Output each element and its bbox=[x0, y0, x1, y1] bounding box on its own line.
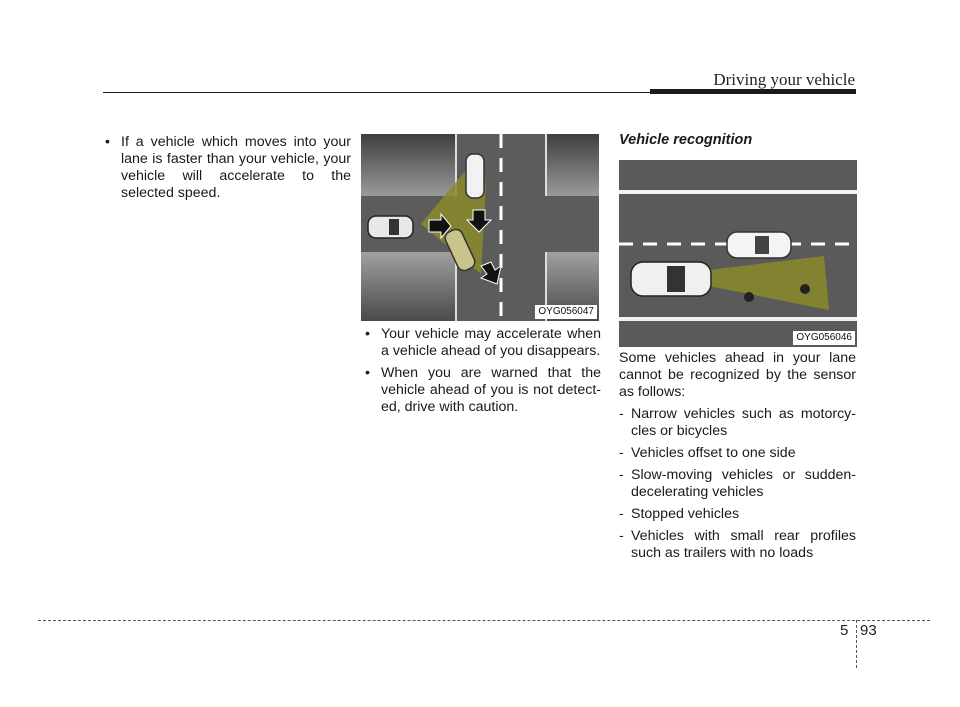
car-ahead bbox=[466, 154, 484, 198]
header-rule bbox=[103, 92, 650, 93]
list-item-text: Narrow vehicles such as motorcy-cles or bicycles bbox=[631, 406, 856, 439]
figure-code: OYG056046 bbox=[793, 331, 855, 345]
motorcycle-icon bbox=[800, 284, 810, 294]
list-item: - Slow-moving vehicles or sudden-decelerating vehicles bbox=[619, 467, 856, 500]
header-bar bbox=[650, 89, 856, 94]
footer-divider bbox=[856, 620, 857, 668]
motorcycle-icon bbox=[744, 292, 754, 302]
section-heading: Vehicle recognition bbox=[619, 132, 753, 148]
figure-cut-in bbox=[361, 134, 599, 321]
list-item: - Vehicles with small rear profiles such as trailers with no loads bbox=[619, 528, 856, 561]
bullet-item bbox=[361, 365, 601, 416]
figure-code: OYG056047 bbox=[535, 305, 597, 319]
list-item: - Vehicles offset to one side bbox=[619, 445, 796, 461]
column-3-text bbox=[619, 350, 856, 567]
running-header-title: Driving your vehicle bbox=[713, 70, 855, 89]
chapter-number: 5 bbox=[840, 622, 849, 639]
list-item-text: Slow-moving vehicles or sudden-decelerating vehicles bbox=[631, 467, 856, 500]
page-number: 93 bbox=[860, 622, 877, 639]
figure-vehicle-recognition bbox=[619, 160, 857, 347]
bullet-item bbox=[101, 134, 351, 202]
bullet-text: If a vehicle which moves into your lane is faster than your vehicle, your vehicle will accelerate to the selected speed. bbox=[121, 134, 351, 201]
list-item-text: Vehicles offset to one side bbox=[631, 445, 796, 461]
bullet-text: When you are warned that the vehicle ahead of you is not detect-ed, drive with caution. bbox=[381, 365, 601, 415]
column-2-text bbox=[361, 326, 601, 421]
bullet-dot-icon: • bbox=[365, 326, 370, 342]
bullet-dot-icon: • bbox=[365, 365, 370, 381]
bullet-text: Your vehicle may accelerate when a vehicle ahead of you disappears. bbox=[381, 326, 601, 359]
column-1 bbox=[101, 134, 351, 207]
list-item-text: Vehicles with small rear profiles such as trailers with no loads bbox=[631, 528, 856, 561]
list-item: - Stopped vehicles bbox=[619, 506, 740, 522]
intersection-illustration bbox=[361, 134, 599, 321]
list-item-text: Stopped vehicles bbox=[631, 506, 740, 522]
intro-paragraph: Some vehicles ahead in your lane cannot be recognized by the sensor as follows: bbox=[619, 350, 856, 400]
bullet-dot-icon: • bbox=[105, 134, 110, 150]
road-illustration bbox=[619, 160, 857, 347]
bullet-item bbox=[361, 326, 601, 360]
footer-rule bbox=[38, 620, 930, 621]
list-item: - Narrow vehicles such as motorcy-cles or bicycles bbox=[619, 406, 856, 439]
